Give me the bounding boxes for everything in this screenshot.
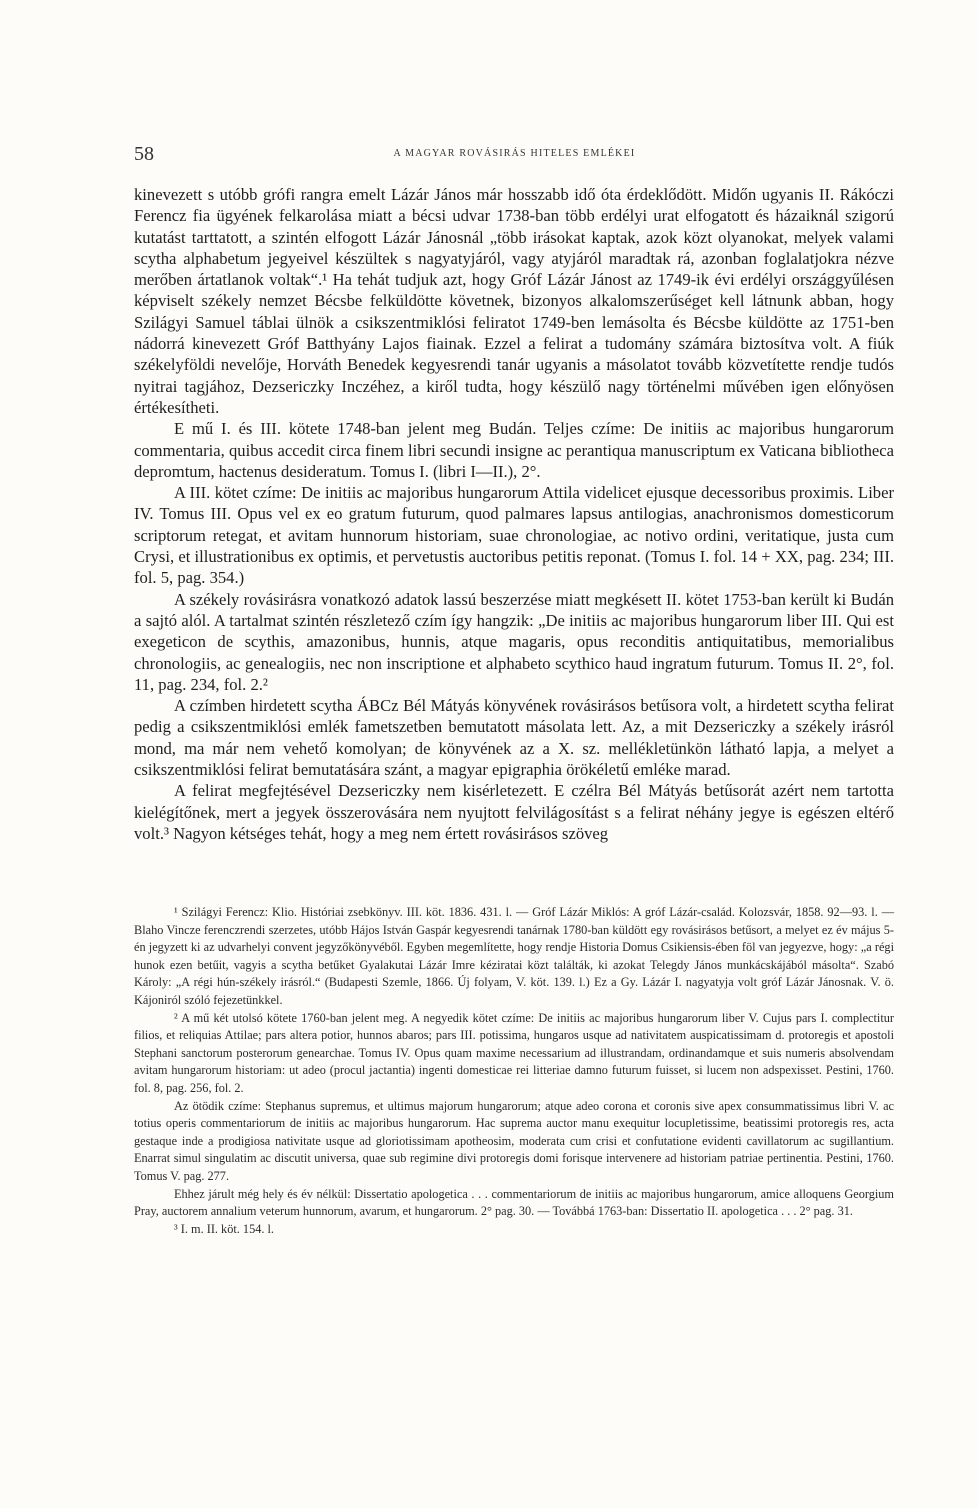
body-paragraph: A czímben hirdetett scytha ÁBCz Bél Mátyás könyvének rovásirásos betűsora volt, a hirdetett scytha felirat pedig a csikszentmiklósi emlék fametszetben bemutatott másolata lett. Az, a mit Dezsericzky a székely irásról mond, ma már nem vehető komolyan; de könyvének az a X. sz. mellékletünkön látható lapja, a melyet a csikszentmiklósi felirat bemutatására szánt, a magyar epigraphia örökéletű emléke marad.: [134, 696, 894, 780]
body-paragraph: E mű I. és III. kötete 1748-ban jelent meg Budán. Teljes czíme: De initiis ac majoribus hungarorum commentaria, quibus accedit circa finem libri secundi insigne ac perantiqua manuscriptum ex Vaticana bibliotheca depromtum, hactenus desideratum. Tomus I. (libri I—II.), 2°.: [134, 419, 894, 481]
body-text: [134, 184, 894, 844]
footnote-continuation: Ehhez járult még hely és év nélkül: Dissertatio apologetica . . . commentariorum de initiis ac majoribus hungarorum, amice alloquens Georgium Pray, auctorem annalium veterum hunnorum, avarum, et hungarorum. 2° pag. 30. — Továbbá 1763-ban: Dissertatio II. apologetica . . . 2° pag. 31.: [134, 1186, 894, 1219]
footnote: ¹ Szilágyi Ferencz: Klio. Históriai zsebkönyv. III. köt. 1836. 431. l. — Gróf Lázár Miklós: A gróf Lázár-család. Kolozsvár, 1858. 92—93. l. — Blaho Vincze ferenczrendi szerzetes, utóbb Hájos István Gaspár kegyesrendi tanárnak 1780-ban küldött egy rovásirásos betűsort, a melyet ez év május 5-én jegyzett ki az udvarhelyi convent jegyzőkönyvéből. Egyben megemlítette, hogy rendje Historia Domus Csikiensis-ében föl van jegyezve, hogy: „a régi hunok ezen betűit, vagyis a scytha betűket Gyalakutai Lázár Imre kéziratai közt találták, ki azokat Telegdy János munkácskájából másolta“. Szabó Károly: „A régi hún-székely irásról.“ (Budapesti Szemle, 1866. Új folyam, V. köt. 139. l.) Ez a Gy. Lázár I. nagyatyja volt gróf Lázár Jánosnak. V. ö. Kájoniról szóló fejezetünkkel.: [134, 905, 894, 1007]
footnote-continuation: Az ötödik czíme: Stephanus supremus, et ultimus majorum hungarorum; atque adeo corona et coronis sive apex consummatissimus libri V. ac totius operis commentariorum de initiis ac majoribus hungarorum. Hac suprema auctor manu exequitur locupletissime, beatissimi protoregis res, acta gestaque inde a prodigiosa nativitate usque ad gloriotissimam apotheosim, moderata cum crisi et confutatione evidenti cavillatorum ac sugillantium. Enarrat simul singulatim ac discutit universa, quae sub regimine divi protoregis domi forisque intervenere ad historiam patriae pertinentia. Pestini, 1760. Tomus V. pag. 277.: [134, 1098, 894, 1183]
footnotes: [134, 904, 894, 1238]
page-header: [134, 142, 895, 166]
running-head: A MAGYAR ROVÁSIRÁS HITELES EMLÉKEI: [393, 148, 636, 159]
footnote: ² A mű két utolsó kötete 1760-ban jelent meg. A negyedik kötet czíme: De initiis ac majoribus hungarorum liber V. Cujus pars I. complectitur filios, et reliquias Attilae; pars altera potior, hunnos abaros; pars III. potissima, hungaros usque ad nativitatem auspicatissimam d. protoregis et apostoli Stephani sanctorum posterorum genearchae. Tomus IV. Opus quam maxime necessarium ad illustrandam, ordinandamque et suis numeris absolvendam avitam hungarorum historiam: ut adeo (procul jactantia) ingenti domesticae rei litteriae damno futurum fuisset, si lucem non adspexisset. Pestini, 1760. fol. 8, pag. 256, fol. 2.: [134, 1010, 894, 1095]
body-paragraph: A felirat megfejtésével Dezsericzky nem kisérletezett. E czélra Bél Mátyás betűsorát azért nem tartotta kielégítőnek, mert a jegyek összerovására nem nyujtott felvilágosítást s a felirat néhány jegye is egészen eltérő volt.³ Nagyon kétséges tehát, hogy a meg nem értett rovásirásos szöveg: [134, 781, 894, 843]
body-paragraph: kinevezett s utóbb grófi rangra emelt Lázár János már hosszabb idő óta érdeklődött. Midőn ugyanis II. Rákóczi Ferencz fia ügyének felkarolása miatt a bécsi udvar 1738-ban több erdélyi urat elfogatott és házaiknál szigorú kutatást tarttatott, a szintén elfogott Lázár Jánosnál „több irásokat kaptak, azok közt olyanokat, melyek valami scytha alphabetum jegyeivel készültek s nagyatyjáról, vagy atyjáról maradtak rá, azonban foglalatjokra nézve merőben ártatlanok voltak“.¹ Ha tehát tudjuk azt, hogy Gróf Lázár Jánost az 1749-ik évi erdélyi országgyűlésen képviselt székely nemzet Bécsbe felküldötte követnek, bizonyos alkalomszerűséget kell látnunk abban, hogy Szilágyi Samuel táblai ülnök a csikszentmiklósi feliratot 1749-ben lemásolta és Bécsbe küldötte az 1751-ben nádorrá kinevezett Gróf Batthyány Lajos fiainak. Ezzel a felirat a tudomány számára biztosítva volt. A fiúk székelyföldi nevelője, Horváth Benedek kegyesrendi tanár ugyanis a másolatot tovább közvetítette rendje tudós nyitrai tagjához, Dezsericzky Inczéhez, a kiről tudta, hogy készülő nagy történelmi művében igen előnyösen értékesítheti.: [134, 185, 894, 417]
page-number: 58: [134, 143, 154, 165]
footnote: ³ I. m. II. köt. 154. l.: [174, 1221, 275, 1236]
body-paragraph: A székely rovásirásra vonatkozó adatok lassú beszerzése miatt megkésett II. kötet 1753-ban került ki Budán a sajtó alól. A tartalmat szintén részletező czím így hangzik: „De initiis ac majoribus hungarorum liber III. Qui est exegeticon de scythis, amazonibus, hunnis, atque magaris, opus reconditis antiquitatibus, memorialibus chronologiis, ac genealogiis, nec non inscriptione et alphabeto scythico haud ingratum futurum. Tomus II. 2°, fol. 11, pag. 234, fol. 2.²: [134, 589, 894, 694]
body-paragraph: A III. kötet czíme: De initiis ac majoribus hungarorum Attila videlicet ejusque decessoribus proximis. Liber IV. Tomus III. Opus vel ex eo gratum futurum, quod palmares lapsus antilogias, anachronismos domesticorum scriptorum retegat, et avitam hunnorum historiam, suae chronologiae, ac notivo ordini, veritatique, justa cum Crysi, et illustrationibus ex optimis, et pervetustis auctoribus petitis reponat. (Tomus I. fol. 14 + XX, pag. 234; III. fol. 5, pag. 354.): [134, 483, 894, 588]
